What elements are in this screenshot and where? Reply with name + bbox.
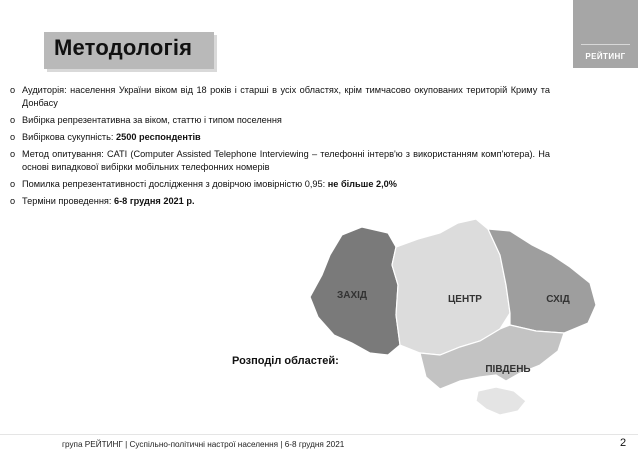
list-item-text: Вибіркова сукупність:	[22, 132, 117, 142]
list-item-strong: 6-8 грудня 2021 р.	[114, 196, 195, 206]
list-item	[10, 84, 550, 110]
label-east: СХІД	[546, 294, 570, 305]
label-south: ПІВДЕНЬ	[485, 364, 531, 375]
region-crimea	[476, 387, 526, 415]
logo-divider	[581, 44, 630, 45]
list-item	[10, 178, 550, 191]
bullet-marker: o	[10, 132, 16, 142]
list-item-text: Вибірка репрезентативна за віком, статтю і типом поселення	[22, 115, 282, 125]
list-item-text: Помилка репрезентативності дослідження з довірчою імовірністю 0,95:	[22, 179, 328, 189]
rating-logo	[573, 0, 638, 68]
label-west: ЗАХІД	[336, 290, 368, 301]
bullet-marker: o	[10, 149, 16, 159]
footer-divider	[0, 434, 638, 435]
list-item	[10, 148, 550, 174]
bullet-marker: o	[10, 85, 16, 95]
list-item-text: Терміни проведення:	[22, 196, 115, 206]
bullet-marker: o	[10, 179, 16, 189]
list-item-text: Метод опитування: CATI (Computer Assisted Telephone Interviewing – телефонні інтерв'ю з використанням комп'ютера). На основі випадкової вибірки мобільних телефонних номерів	[22, 149, 550, 172]
list-item	[10, 131, 550, 144]
footer-text: група РЕЙТИНГ | Суспільно-політичні настрої населення | 6-8 грудня 2021	[62, 440, 345, 449]
logo-text: РЕЙТИНГ	[585, 52, 626, 61]
list-item-strong: 2500 респондентів	[116, 132, 201, 142]
list-item-strong: не більше 2,0%	[327, 179, 397, 189]
page-title: Методологія	[54, 35, 193, 60]
bullet-marker: o	[10, 196, 16, 206]
page-number: 2	[620, 437, 627, 449]
label-center: ЦЕНТР	[448, 294, 482, 305]
list-item	[10, 114, 550, 127]
methodology-list	[10, 84, 550, 212]
list-item-text: Аудиторія: населення України віком від 18 років і старші в усіх областях, крім тимчасово окупованих територій Криму та Донбасу	[22, 85, 550, 108]
bullet-marker: o	[10, 115, 16, 125]
map-caption: Розподіл областей:	[232, 355, 339, 367]
ukraine-regions-map	[300, 205, 600, 445]
